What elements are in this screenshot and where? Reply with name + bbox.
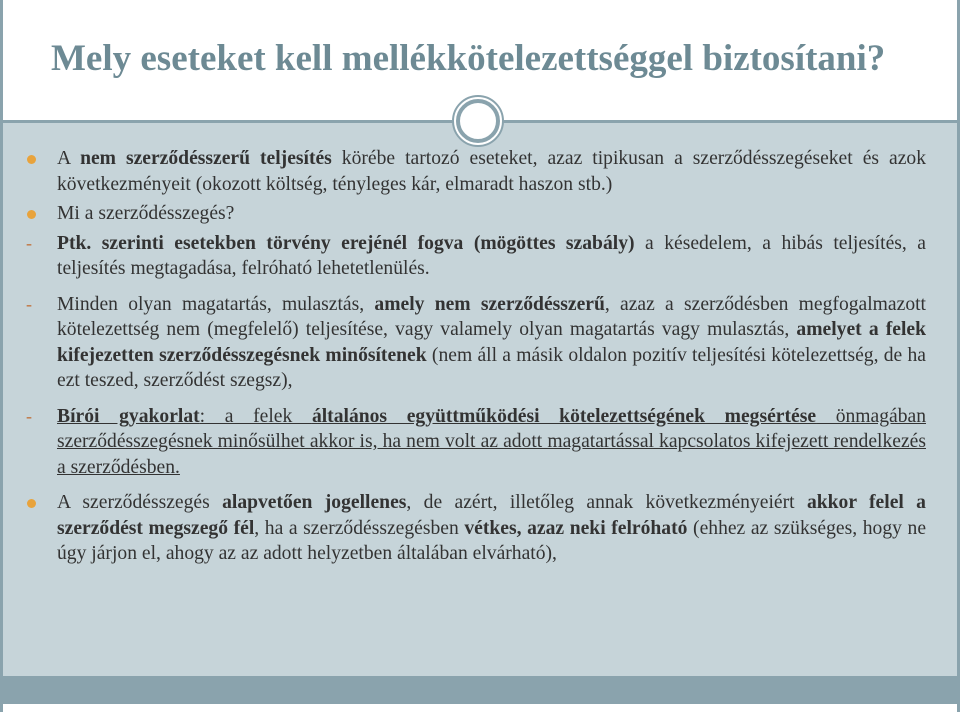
text-segment: Bírói gyakorlat [57,405,200,427]
footer-bottom [0,704,960,712]
double-circle-icon [451,94,505,148]
list-item [26,146,926,197]
text-segment: körébe tartozó eseteket, azaz tipikusan a szerződésszegéseket és azok következményeit (okozott költség, tényleges kár, elmaradt haszon stb.) [57,148,926,195]
text-segment: akkor felel a szerződést megszegő fél [57,492,926,539]
footer-band [3,676,957,704]
text-segment: Ptk. szerinti esetekben törvény erejénél fogva (mögöttes szabály) [57,232,635,254]
text-segment: (ehhez az szükséges, hogy ne úgy járjon el, ahogy az az adott helyzetben általában elvárható), [57,517,927,564]
text-segment: általános együttműködési kötelezettségének megsértése [311,405,817,427]
list-item [26,404,926,481]
text-segment: alapvetően jogellenes [222,492,407,513]
text-segment: Mi a szerződésszegés? [57,203,235,224]
dash-marker: - [26,232,32,253]
list-item [26,201,926,227]
dash-marker: - [26,405,32,426]
text-segment: (nem áll a másik oldalon pozitív teljesítési kötelezettség, de ha ezt teszed, szerződést szegsz), [57,344,926,391]
text-segment: , azaz a szerződésben megfogalmazott kötelezettség nem (megfelelő) teljesítése, vagy valamely olyan magatartás vagy mulasztás, [57,293,926,340]
slide-body [26,146,926,567]
slide-title: Mely eseteket kell mellékkötelezettséggel biztosítani? [51,38,886,79]
text-segment: : a felek [199,405,312,427]
text-segment: , ha a szerződésszegésben [254,517,465,539]
list-item [26,231,926,282]
text-segment: amely nem szerződésszerű [374,293,605,315]
list-item [26,490,926,567]
text-segment: vétkes, azaz neki felróható [464,517,688,539]
list-item [26,292,926,394]
text-segment: nem szerződésszerű teljesítés [80,148,332,169]
text-segment: A szerződésszegés [57,492,223,513]
text-segment: Minden olyan magatartás, mulasztás, [57,293,375,315]
frame-left [0,0,3,712]
text-segment: amelyet a felek kifejezetten szerződésszegésnek minősítenek [57,319,927,366]
dash-marker: - [26,293,32,314]
text-segment: A [57,148,81,169]
text-segment: önmagában szerződésszegésnek minősülhet akkor is, ha nem volt az adott magatartással kapcsolatos kifejezett rendelkezés a szerződésben. [57,405,927,478]
text-segment: , de azért, illetőleg annak következményeiért [406,492,807,513]
text-segment: a késedelem, a hibás teljesítés, a teljesítés megtagadása, felróható lehetetlenülés. [57,232,926,279]
